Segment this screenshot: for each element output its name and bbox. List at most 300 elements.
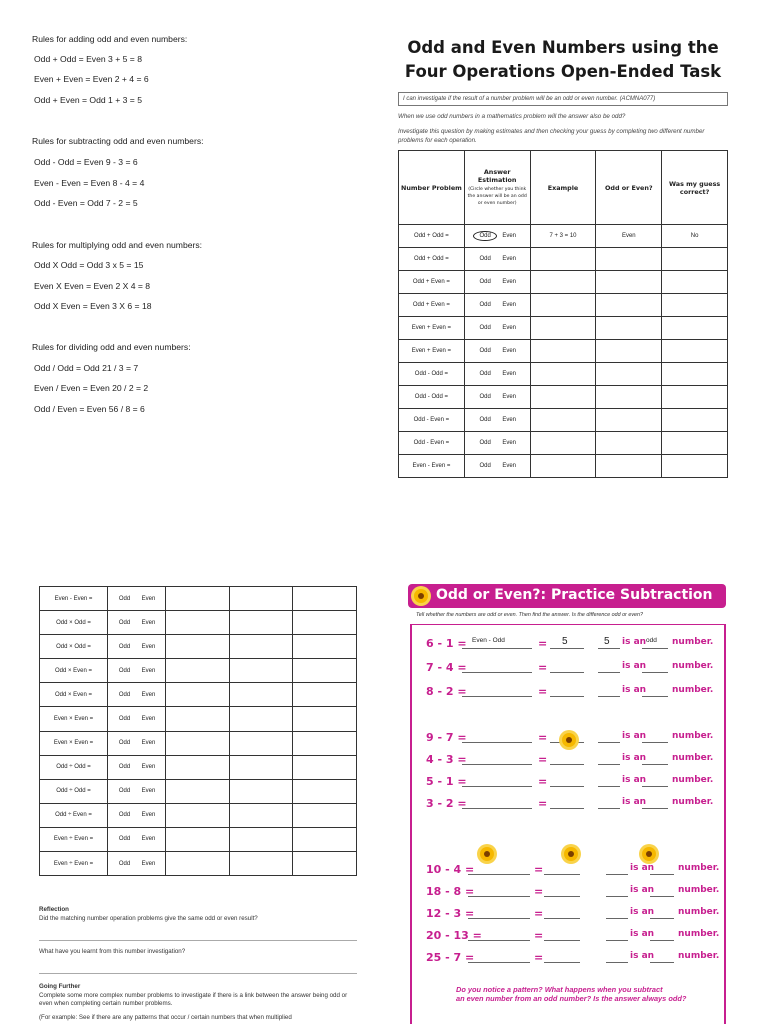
going-further-example: (For example: See if there are any patterns that occur / certain numbers that when multiplied: [39, 1014, 292, 1021]
odd-or-even-cell[interactable]: [596, 294, 662, 317]
result-blank[interactable]: [598, 696, 620, 697]
difference-blank[interactable]: [550, 764, 584, 765]
subtracting-rule-2: Even - Even = Even 8 - 4 = 4: [34, 178, 145, 188]
even-option[interactable]: Even: [502, 394, 517, 400]
example-cell[interactable]: [530, 409, 596, 432]
example-cell[interactable]: [530, 363, 596, 386]
estimation-cell[interactable]: [464, 225, 530, 248]
estimation-cell[interactable]: [108, 683, 166, 707]
difference-blank[interactable]: [550, 648, 584, 649]
learnt-question: What have you learnt from this number investigation?: [39, 948, 186, 955]
odd-or-even-cell[interactable]: [229, 683, 293, 707]
subtraction-equation: 9 - 7 =: [426, 731, 467, 744]
kind-blank[interactable]: [642, 786, 668, 787]
example-cell[interactable]: [530, 432, 596, 455]
is-an-label: is an: [630, 929, 655, 939]
subtraction-equation: 10 - 4 =: [426, 863, 475, 876]
guess-correct-cell[interactable]: [662, 386, 728, 409]
odd-or-even-cell[interactable]: [229, 755, 293, 779]
odd-option[interactable]: Odd: [118, 788, 131, 795]
kind-blank[interactable]: [642, 764, 668, 765]
estimation-cell[interactable]: [464, 386, 530, 409]
guess-correct-cell[interactable]: No: [662, 225, 728, 248]
odd-even-answer[interactable]: Even - Odd: [472, 637, 505, 644]
odd-or-even-cell[interactable]: [596, 409, 662, 432]
estimation-cell[interactable]: [464, 317, 530, 340]
guess-correct-cell[interactable]: [293, 587, 357, 611]
even-option[interactable]: Even: [141, 740, 156, 747]
number-label: number.: [672, 637, 714, 647]
even-option[interactable]: Even: [141, 667, 156, 674]
odd-option[interactable]: Odd: [479, 348, 491, 354]
odd-or-even-cell[interactable]: [596, 317, 662, 340]
odd-or-even-cell[interactable]: [596, 386, 662, 409]
header-example: Example: [530, 151, 596, 225]
odd-option[interactable]: Odd: [118, 619, 131, 626]
result-blank[interactable]: [606, 918, 628, 919]
table-row: [40, 803, 357, 827]
estimation-cell[interactable]: [108, 755, 166, 779]
guess-correct-cell[interactable]: [662, 340, 728, 363]
guess-correct-cell[interactable]: [662, 409, 728, 432]
even-option[interactable]: Even: [502, 348, 517, 354]
kind-answer[interactable]: odd: [646, 637, 657, 644]
even-option[interactable]: Even: [141, 716, 156, 723]
number-problem-cell: Odd - Even =: [399, 432, 465, 455]
practice-row: [426, 685, 726, 699]
number-problem-cell: Even ÷ Even =: [40, 852, 108, 876]
result-blank[interactable]: [598, 742, 620, 743]
subtracting-rule-3: Odd - Even = Odd 7 - 2 = 5: [34, 198, 138, 208]
estimation-cell[interactable]: [108, 587, 166, 611]
is-an-label: is an: [622, 797, 647, 807]
example-cell[interactable]: [530, 248, 596, 271]
answer-line: [39, 973, 357, 974]
even-option[interactable]: Even: [502, 279, 517, 285]
is-an-label: is an: [630, 951, 655, 961]
estimation-cell[interactable]: [464, 248, 530, 271]
estimation-cell[interactable]: [108, 852, 166, 876]
is-an-label: is an: [630, 907, 655, 917]
number-problem-cell: Odd - Even =: [399, 409, 465, 432]
sunflower-icon: [480, 847, 494, 861]
odd-or-even-cell[interactable]: [596, 455, 662, 478]
header-odd-or-even: Odd or Even?: [596, 151, 662, 225]
practice-subtraction-sheet: [406, 580, 730, 1024]
odd-or-even-cell[interactable]: [229, 707, 293, 731]
example-cell[interactable]: [166, 659, 230, 683]
example-cell[interactable]: [166, 611, 230, 635]
subtracting-rule-1: Odd - Odd = Even 9 - 3 = 6: [34, 157, 138, 167]
example-cell[interactable]: [530, 294, 596, 317]
even-option[interactable]: Even: [502, 233, 517, 239]
odd-option[interactable]: Odd: [479, 440, 491, 446]
sunflower-icon: [642, 847, 656, 861]
odd-option[interactable]: Odd: [479, 279, 491, 285]
even-option[interactable]: Even: [141, 643, 156, 650]
table-row: [399, 317, 728, 340]
dividing-rule-2: Even / Even = Even 20 / 2 = 2: [34, 383, 149, 393]
guess-correct-cell[interactable]: [662, 294, 728, 317]
equals-sign: =: [538, 775, 548, 788]
number-problem-cell: Odd - Odd =: [399, 386, 465, 409]
number-label: number.: [672, 685, 714, 695]
subtraction-equation: 18 - 8 =: [426, 885, 475, 898]
estimation-cell[interactable]: [108, 779, 166, 803]
difference-blank[interactable]: [550, 808, 584, 809]
equals-sign: =: [538, 661, 548, 674]
table-row: [40, 755, 357, 779]
subtraction-equation: 8 - 2 =: [426, 685, 467, 698]
even-option[interactable]: Even: [502, 440, 517, 446]
odd-option[interactable]: Odd: [118, 667, 131, 674]
number-problem-cell: Odd - Odd =: [399, 363, 465, 386]
guess-correct-cell[interactable]: [293, 852, 357, 876]
odd-option[interactable]: Odd: [118, 812, 131, 819]
odd-or-even-cell[interactable]: [229, 803, 293, 827]
guess-correct-cell[interactable]: [293, 803, 357, 827]
practice-panel: [410, 624, 726, 1024]
guess-correct-cell[interactable]: [662, 363, 728, 386]
odd-option[interactable]: Odd: [479, 256, 491, 262]
result-blank[interactable]: [606, 940, 628, 941]
reflection-question: Did the matching number operation problems give the same odd or even result?: [39, 915, 258, 922]
equals-sign: =: [538, 637, 548, 650]
guess-correct-cell[interactable]: [293, 611, 357, 635]
guess-correct-cell[interactable]: [662, 455, 728, 478]
result-answer[interactable]: 5: [604, 636, 610, 647]
estimation-cell[interactable]: [464, 432, 530, 455]
odd-option[interactable]: Odd: [479, 463, 491, 469]
adding-rules-heading: Rules for adding odd and even numbers:: [32, 34, 188, 44]
kind-blank[interactable]: [642, 808, 668, 809]
practice-row: [426, 951, 726, 965]
practice-row: [426, 885, 726, 899]
guess-correct-cell[interactable]: [293, 635, 357, 659]
odd-even-blank[interactable]: [462, 808, 532, 809]
result-blank[interactable]: [598, 648, 620, 649]
table-row: [399, 455, 728, 478]
example-cell[interactable]: [166, 755, 230, 779]
example-cell[interactable]: [530, 340, 596, 363]
kind-blank[interactable]: [642, 696, 668, 697]
kind-blank[interactable]: [650, 918, 674, 919]
result-blank[interactable]: [598, 672, 620, 673]
odd-or-even-cell[interactable]: [229, 659, 293, 683]
estimation-cell[interactable]: [108, 659, 166, 683]
odd-or-even-cell[interactable]: [596, 271, 662, 294]
odd-option[interactable]: Odd: [118, 764, 131, 771]
estimation-cell[interactable]: [108, 635, 166, 659]
subtraction-equation: 3 - 2 =: [426, 797, 467, 810]
result-blank[interactable]: [606, 874, 628, 875]
even-option[interactable]: Even: [141, 860, 156, 867]
practice-row: [426, 929, 726, 943]
table-row: [399, 432, 728, 455]
example-cell[interactable]: [530, 271, 596, 294]
guess-correct-cell[interactable]: [662, 317, 728, 340]
dividing-rule-3: Odd / Even = Even 56 / 8 = 6: [34, 404, 145, 414]
number-label: number.: [672, 797, 714, 807]
odd-even-blank[interactable]: [462, 764, 532, 765]
odd-option[interactable]: Odd: [118, 643, 131, 650]
table-row: [399, 294, 728, 317]
even-option[interactable]: Even: [502, 463, 517, 469]
guess-correct-cell[interactable]: [293, 683, 357, 707]
even-option[interactable]: Even: [141, 619, 156, 626]
estimation-cell[interactable]: [464, 294, 530, 317]
table-row: [40, 683, 357, 707]
odd-even-blank[interactable]: [468, 874, 530, 875]
odd-even-blank[interactable]: [468, 918, 530, 919]
odd-even-blank[interactable]: [462, 696, 532, 697]
worksheet-continuation: [39, 586, 359, 1021]
example-cell[interactable]: [166, 779, 230, 803]
table-row: [399, 386, 728, 409]
odd-or-even-cell[interactable]: [229, 611, 293, 635]
table-row: [40, 707, 357, 731]
practice-title-banner: [408, 584, 726, 608]
even-option[interactable]: Even: [141, 836, 156, 843]
header-guess-correct: Was my guess correct?: [662, 151, 728, 225]
odd-even-blank[interactable]: [462, 786, 532, 787]
guess-correct-cell[interactable]: [293, 827, 357, 851]
subtraction-equation: 12 - 3 =: [426, 907, 475, 920]
difference-blank[interactable]: [550, 696, 584, 697]
kind-blank[interactable]: [650, 874, 674, 875]
is-an-label: is an: [622, 775, 647, 785]
difference-blank[interactable]: [544, 962, 580, 963]
even-option[interactable]: Even: [141, 595, 156, 602]
example-cell[interactable]: [166, 587, 230, 611]
even-option[interactable]: Even: [141, 691, 156, 698]
estimation-cell[interactable]: [108, 827, 166, 851]
number-problem-cell: Even + Even =: [399, 317, 465, 340]
odd-or-even-cell[interactable]: [229, 587, 293, 611]
even-option[interactable]: Even: [141, 812, 156, 819]
odd-option[interactable]: Odd: [118, 691, 131, 698]
number-label: number.: [678, 863, 720, 873]
kind-blank[interactable]: [650, 962, 674, 963]
table-header-row: [399, 151, 728, 225]
number-label: number.: [678, 907, 720, 917]
worksheet-title-line-2: Four Operations Open-Ended Task: [404, 62, 722, 81]
number-problem-cell: Even - Even =: [40, 587, 108, 611]
sunflower-icon: [414, 589, 428, 603]
kind-blank[interactable]: [650, 940, 674, 941]
odd-or-even-cell[interactable]: [596, 340, 662, 363]
even-option[interactable]: Even: [502, 417, 517, 423]
even-option[interactable]: Even: [502, 302, 517, 308]
odd-or-even-cell[interactable]: Even: [596, 225, 662, 248]
number-label: number.: [672, 731, 714, 741]
odd-or-even-cell[interactable]: [229, 852, 293, 876]
estimation-cell[interactable]: [464, 340, 530, 363]
example-cell[interactable]: [166, 683, 230, 707]
equals-sign: =: [534, 885, 544, 898]
odd-or-even-cell[interactable]: [596, 432, 662, 455]
odd-even-blank[interactable]: [468, 896, 530, 897]
odd-option[interactable]: Odd: [479, 394, 491, 400]
odd-option[interactable]: Odd: [479, 417, 491, 423]
table-row: [40, 635, 357, 659]
header-answer-estimation-label: Answer Estimation: [477, 168, 517, 184]
equals-sign: =: [538, 753, 548, 766]
result-blank[interactable]: [606, 962, 628, 963]
header-answer-estimation: [464, 151, 530, 225]
header-number-problem: Number Problem: [399, 151, 465, 225]
odd-option[interactable]: Odd: [118, 595, 131, 602]
equals-sign: =: [534, 951, 544, 964]
odd-or-even-cell[interactable]: [596, 363, 662, 386]
going-further-heading: Going Further: [39, 983, 81, 990]
guess-correct-cell[interactable]: [662, 432, 728, 455]
subtracting-rules-heading: Rules for subtracting odd and even numbers:: [32, 136, 204, 146]
odd-or-even-cell[interactable]: [229, 827, 293, 851]
difference-blank[interactable]: [544, 896, 580, 897]
example-cell[interactable]: [166, 827, 230, 851]
number-label: number.: [678, 885, 720, 895]
equals-sign: =: [534, 929, 544, 942]
difference-blank[interactable]: [544, 918, 580, 919]
odd-option[interactable]: Odd: [118, 836, 131, 843]
odd-option[interactable]: Odd: [118, 860, 131, 867]
odd-option[interactable]: Odd: [118, 740, 131, 747]
odd-even-blank[interactable]: [462, 672, 532, 673]
estimation-cell[interactable]: [108, 707, 166, 731]
table-row: [40, 611, 357, 635]
number-label: number.: [672, 775, 714, 785]
odd-option[interactable]: Odd: [479, 325, 491, 331]
subtraction-equation: 25 - 7 =: [426, 951, 475, 964]
equals-sign: =: [534, 863, 544, 876]
difference-blank[interactable]: [544, 940, 580, 941]
dividing-rules-heading: Rules for dividing odd and even numbers:: [32, 342, 191, 352]
odd-even-blank[interactable]: [462, 742, 532, 743]
guess-correct-cell[interactable]: [293, 779, 357, 803]
adding-rule-1: Odd + Odd = Even 3 + 5 = 8: [34, 54, 142, 64]
guess-correct-cell[interactable]: [662, 271, 728, 294]
odd-or-even-cell[interactable]: [229, 731, 293, 755]
even-option[interactable]: Even: [502, 256, 517, 262]
investigation-question: When we use odd numbers in a mathematics problem will the answer also be odd?: [398, 113, 626, 120]
equals-sign: =: [538, 731, 548, 744]
number-problem-cell: Odd × Odd =: [40, 635, 108, 659]
result-blank[interactable]: [598, 808, 620, 809]
number-label: number.: [678, 951, 720, 961]
practice-row: [426, 661, 726, 675]
table-row: [399, 271, 728, 294]
estimation-cell[interactable]: [464, 363, 530, 386]
example-cell[interactable]: [166, 635, 230, 659]
odd-even-blank[interactable]: [462, 648, 532, 649]
investigation-table: [398, 150, 728, 478]
kind-blank[interactable]: [650, 896, 674, 897]
example-cell[interactable]: [166, 707, 230, 731]
table-row: [40, 659, 357, 683]
result-blank[interactable]: [598, 764, 620, 765]
investigation-table-body: [399, 225, 728, 478]
estimation-cell[interactable]: [464, 409, 530, 432]
sunflower-icon: [564, 847, 578, 861]
continuation-table-body: [40, 587, 357, 876]
difference-blank[interactable]: [550, 672, 584, 673]
even-option[interactable]: Even: [141, 764, 156, 771]
practice-row: [426, 907, 726, 921]
result-blank[interactable]: [606, 896, 628, 897]
number-problem-cell: Odd ÷ Even =: [40, 803, 108, 827]
example-cell[interactable]: 7 + 3 = 10: [530, 225, 596, 248]
dividing-rule-1: Odd / Odd = Odd 21 / 3 = 7: [34, 363, 139, 373]
number-problem-cell: Odd ÷ Odd =: [40, 779, 108, 803]
adding-rule-3: Odd + Even = Odd 1 + 3 = 5: [34, 95, 142, 105]
example-cell[interactable]: [530, 455, 596, 478]
odd-option[interactable]: Odd: [473, 231, 497, 241]
is-an-label: is an: [622, 753, 647, 763]
number-problem-cell: Odd × Odd =: [40, 611, 108, 635]
estimation-cell[interactable]: [464, 455, 530, 478]
guess-correct-cell[interactable]: [293, 659, 357, 683]
guess-correct-cell[interactable]: [293, 755, 357, 779]
answer-line: [39, 940, 357, 941]
kind-blank[interactable]: [642, 648, 668, 649]
estimation-cell[interactable]: [108, 731, 166, 755]
even-option[interactable]: Even: [502, 325, 517, 331]
example-cell[interactable]: [166, 852, 230, 876]
learning-intention: I can investigate if the result of a number problem will be an odd or even number. (ACMNA077): [398, 92, 728, 106]
odd-option[interactable]: Odd: [118, 716, 131, 723]
odd-or-even-cell[interactable]: [229, 779, 293, 803]
example-cell[interactable]: [530, 386, 596, 409]
odd-option[interactable]: Odd: [479, 371, 491, 377]
result-blank[interactable]: [598, 786, 620, 787]
example-cell[interactable]: [166, 803, 230, 827]
table-row: [40, 827, 357, 851]
practice-row: [426, 753, 726, 767]
multiplying-rule-2: Even X Even = Even 2 X 4 = 8: [34, 281, 151, 291]
difference-answer[interactable]: 5: [562, 636, 568, 647]
odd-option[interactable]: Odd: [479, 302, 491, 308]
equals-sign: =: [538, 797, 548, 810]
even-option[interactable]: Even: [502, 371, 517, 377]
number-problem-cell: Even × Even =: [40, 731, 108, 755]
odd-even-blank[interactable]: [468, 962, 530, 963]
guess-correct-cell[interactable]: [293, 707, 357, 731]
equals-sign: =: [534, 907, 544, 920]
odd-or-even-cell[interactable]: [596, 248, 662, 271]
estimation-cell[interactable]: [464, 271, 530, 294]
is-an-label: is an: [622, 685, 647, 695]
example-cell[interactable]: [530, 317, 596, 340]
subtraction-equation: 4 - 3 =: [426, 753, 467, 766]
multiplying-rule-3: Odd X Even = Even 3 X 6 = 18: [34, 301, 152, 311]
number-problem-cell: Odd ÷ Odd =: [40, 755, 108, 779]
guess-correct-cell[interactable]: [293, 731, 357, 755]
guess-correct-cell[interactable]: [662, 248, 728, 271]
example-cell[interactable]: [166, 731, 230, 755]
difference-blank[interactable]: [544, 874, 580, 875]
is-an-label: is an: [630, 863, 655, 873]
kind-blank[interactable]: [642, 742, 668, 743]
even-option[interactable]: Even: [141, 788, 156, 795]
estimation-cell[interactable]: [108, 611, 166, 635]
odd-or-even-cell[interactable]: [229, 635, 293, 659]
kind-blank[interactable]: [642, 672, 668, 673]
estimation-cell[interactable]: [108, 803, 166, 827]
difference-blank[interactable]: [550, 786, 584, 787]
odd-even-blank[interactable]: [468, 940, 530, 941]
number-label: number.: [672, 753, 714, 763]
